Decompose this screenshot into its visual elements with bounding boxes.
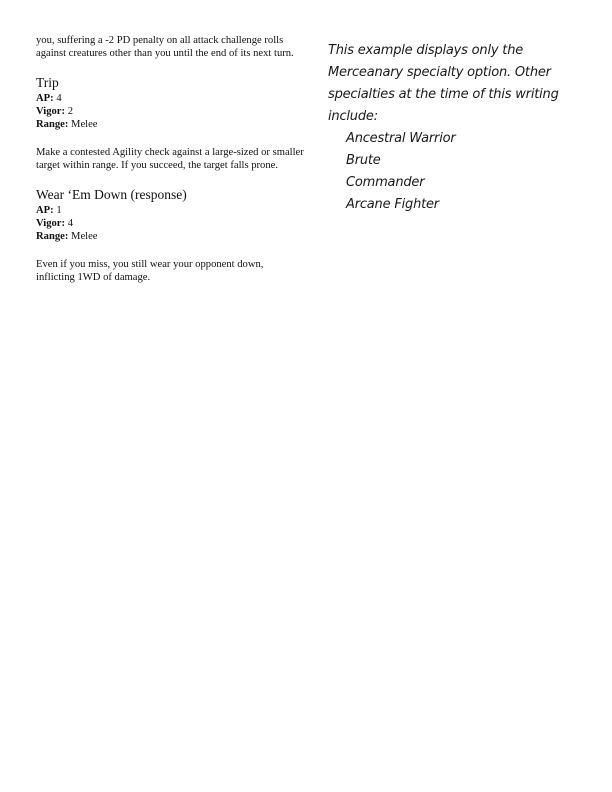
vigor-value: 4 [67,218,73,229]
ap-label: AP: [36,205,54,216]
range-label: Range: [36,119,69,130]
vigor-label: Vigor: [36,106,66,117]
list-item: Ancestral Warrior [346,131,456,146]
sidebar-note [328,40,568,216]
intro-paragraph: you, suffering a -2 PD penalty on all attack challenge rolls against creatures other than you until the end of its next turn. [36,35,294,59]
list-item: Commander [346,175,425,190]
ability-ap [36,92,304,105]
ability-range [36,118,304,131]
range-value: Melee [71,231,98,242]
list-item: Arcane Fighter [346,197,439,212]
left-column [36,34,304,299]
ability-wear-em-down [36,187,304,243]
range-label: Range: [36,231,69,242]
ability-vigor [36,217,304,230]
ability-trip [36,75,304,131]
vigor-value: 2 [67,106,73,117]
range-value: Melee [71,119,98,130]
ability-title: Trip [36,75,59,90]
note-text: This example displays only the Merceanary specialty option. Other specialties at the time of this writing include: [328,43,559,124]
ability-description: Even if you miss, you still wear your opponent down, inflicting 1WD of damage. [36,259,264,283]
ability-ap [36,204,304,217]
ability-description: Make a contested Agility check against a large-sized or smaller target within range. If you succeed, the target falls prone. [36,147,304,171]
vigor-label: Vigor: [36,218,66,229]
specialty-list [328,128,568,216]
ap-value: 4 [56,93,62,104]
ability-range [36,230,304,243]
ap-label: AP: [36,93,54,104]
list-item: Brute [346,153,381,168]
ability-title: Wear ‘Em Down (response) [36,187,187,202]
ability-vigor [36,105,304,118]
ap-value: 1 [56,205,62,216]
